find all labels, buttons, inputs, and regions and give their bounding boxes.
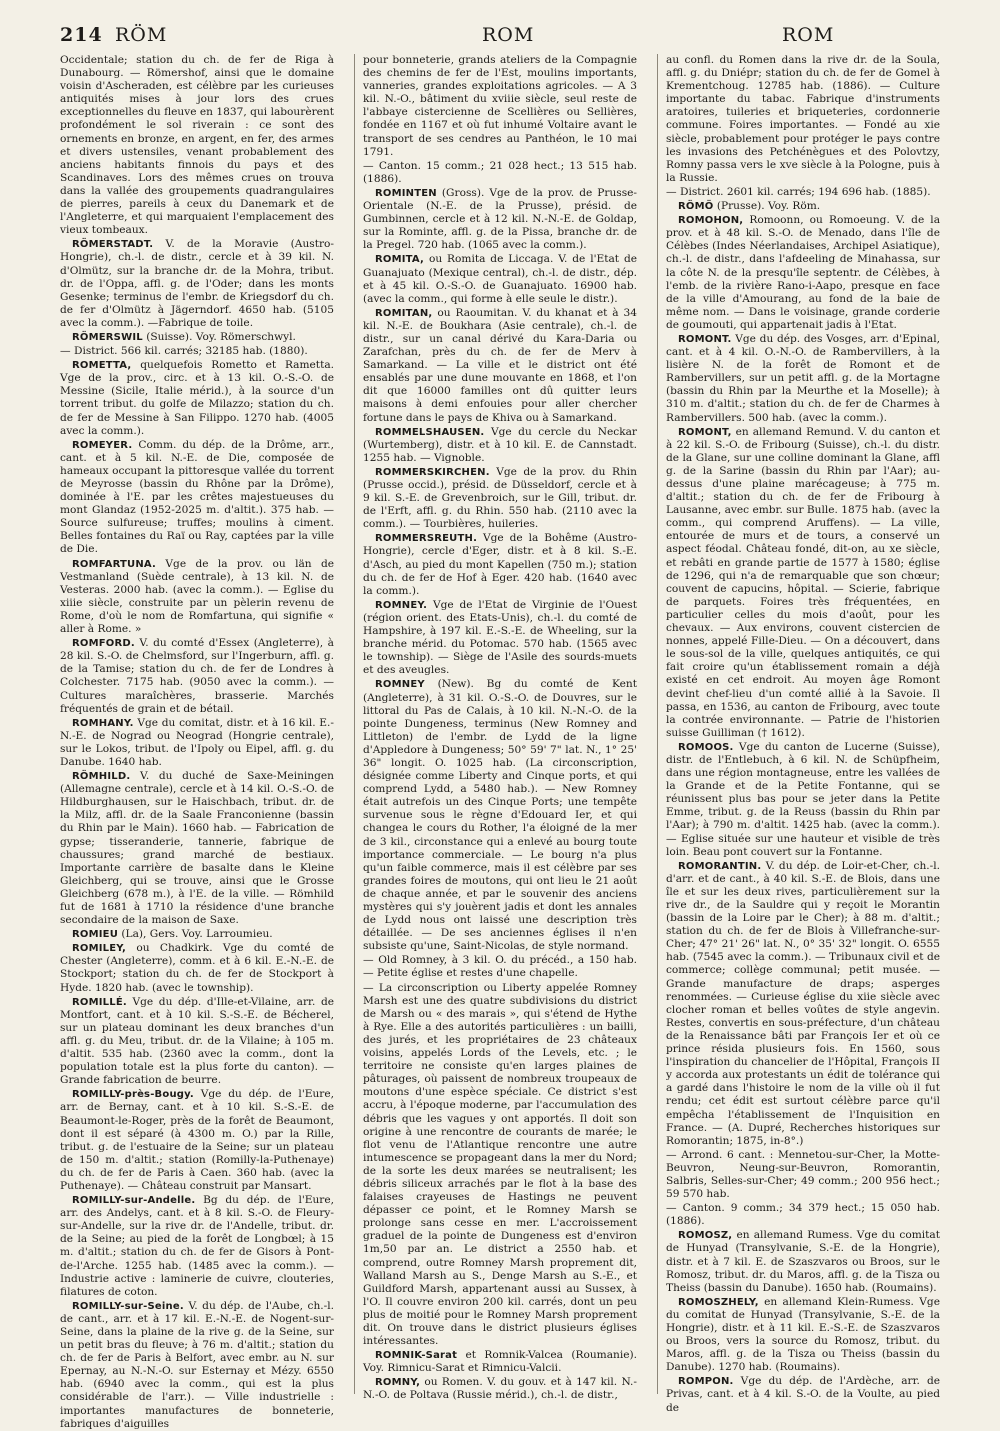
column-right bbox=[657, 54, 941, 1414]
entry-headword: ROMOSZ, bbox=[678, 1230, 733, 1242]
entry-text: Vge de la prov. ou län de Vestmanland (Suède centrale), à 13 kil. N. de Vesteras. 2000 hab. (avec la comm.). — Eglise du xiiie siècle, construite par un pèlerin revenu de Rome, d'où le nom de Romfartuna, qui signifie « aller à Rome. » bbox=[60, 557, 334, 636]
entry-headword: ROMFORD. bbox=[72, 638, 135, 650]
page-number: 214 bbox=[60, 24, 103, 46]
entry-text: — Canton. 15 comm.; 21 028 hect.; 13 515 hab. (1886). bbox=[363, 159, 637, 185]
entry-headword: RÖMERSWIL bbox=[72, 331, 143, 343]
entry-text: quelquefois Rometto et Rametta. Vge de la prov., circ. et à 13 kil. O.-S.-O. de Messine (Sicile, Italie mérid.), à la source d'un torrent tribut. du golfe de Milazzo; station du ch. de fer de Messine à San Filippo. 1270 hab. (4005 avec la comm.). bbox=[60, 359, 335, 437]
entry-text: — District. 566 kil. carrés; 32185 hab. (1880). bbox=[60, 345, 308, 358]
dictionary-entry bbox=[60, 942, 334, 994]
entry-headword: ROMIEU bbox=[72, 929, 119, 941]
entry-text: (Gross). Vge de la prov. de Prusse-Orientale (N.-E. de la Prusse), présid. de Gumbinnen, cercle et à 12 kil. N.-N.-E. de Goldap, sur la Rominte, affl. g. de la Pissa, branche dr. de la Pregel. 720 hab. (1065 avec la comm.). bbox=[363, 186, 637, 252]
entry-text: Vge du dép. de l'Ardèche, arr. de Privas, cant. et à 4 kil. S.-O. de la Voulte, au pied de bbox=[666, 1375, 940, 1414]
entry-text: — District. 2601 kil. carrés; 194 696 hab. (1885). bbox=[666, 185, 931, 198]
dictionary-entry bbox=[363, 253, 637, 305]
dictionary-entry bbox=[363, 187, 637, 252]
dictionary-entry bbox=[666, 186, 940, 199]
dictionary-entry bbox=[666, 1229, 940, 1294]
text-columns bbox=[60, 54, 941, 1430]
entry-text: (Suisse). Voy. Römerschwyl. bbox=[146, 330, 296, 343]
dictionary-entry bbox=[666, 741, 940, 859]
entry-headword: ROMONT. bbox=[678, 333, 732, 345]
entry-text: — Arrond. 6 cant. : Mennetou-sur-Cher, la Motte-Beuvron, Neung-sur-Beuvron, Romorantin, Salbris, Selles-sur-Cher; 49 comm.; 200 956 hect.; 59 570 hab. bbox=[666, 1148, 940, 1201]
entry-text: Vge du dép. de l'Eure, arr. de Bernay, cant. et à 10 kil. S.-S.-E. de Beaumont-le-Roger, près de la forêt de Beaumont, dont il est séparé (à 4300 m. O.) par la Rille, tribut. g. de l'estuaire de la Seine; sur un plateau de 150 m. d'altit.; station (Romilly-la-Puthenaye) du ch. de fer de Paris à Caen. 360 hab. (avec la Puthenaye). — Château construit par Mansart. bbox=[60, 1088, 334, 1192]
entry-headword: ROMILEY, bbox=[72, 943, 127, 955]
dictionary-entry bbox=[60, 770, 334, 927]
dictionary-entry bbox=[666, 1375, 940, 1414]
dictionary-entry bbox=[60, 717, 334, 769]
entry-headword: ROMILLY-près-Bougy. bbox=[72, 1089, 194, 1101]
entry-headword: RÖMHILD. bbox=[72, 771, 131, 783]
entry-headword: ROMMELSHAUSEN. bbox=[375, 426, 485, 438]
entry-text: (New). Bg du comté de Kent (Angleterre), à 31 kil. O.-S.-O. de Douvres, sur le littoral du Pas de Calais, à 10 kil. N.-N.-O. de la pointe Dungeness, terminus (New Romney and Littleton) de l'embr. de Lydd de la ligne d'Appledore à Dungeness; 50° 59' 7" lat. N., 1° 25' 36" longit. O. 1025 hab. (La circonscription, désignée comme Liberty and Cinque ports, et qui comprend Lydd, a 5480 hab.). — New Romney était autrefois un des Cinque Ports; une tempête survenue sous le règne d'Edouard Ier, et qui changea le cours du Rother, l'a éloigné de la mer de 3 kil., circonstance qui a enlevé au bourg toute importance commerciale. — Le bourg n'a plus qu'un faible commerce, mais il est célèbre par ses grandes foires de moutons, qui ont lieu le 21 août de chaque année, et par le souvenir des anciens mystères qui s'y jouèrent jadis et dont les annales de Lydd nous ont laissé une description très détaillée. — De ses anciennes églises il n'en subsiste qu'une, Saint-Nicolas, de style normand. bbox=[363, 678, 637, 953]
dictionary-entry bbox=[60, 1300, 334, 1431]
running-head-right: ROM bbox=[782, 24, 835, 46]
dictionary-entry bbox=[60, 359, 334, 438]
entry-text: — Canton. 9 comm.; 34 379 hect.; 15 050 hab. (1886). bbox=[666, 1202, 940, 1228]
dictionary-entry bbox=[363, 982, 637, 1349]
entry-text: Vge de la Bohême (Austro-Hongrie), cercle d'Eger, distr. et à 8 kil. S.-E. d'Asch, au pied du mont Kapellen (750 m.); station du ch. de fer de Hof à Eger. 420 hab. (1640 avec la comm.). bbox=[363, 532, 637, 597]
entry-headword: ROMNEY bbox=[375, 679, 425, 691]
entry-headword: ROMFARTUNA. bbox=[72, 558, 157, 570]
running-head-left: RÖM bbox=[115, 24, 168, 46]
entry-text: en allemand Remund. V. du canton et à 22 kil. S.-O. de Fribourg (Suisse), ch.-l. du distr. de la Glane, sur une colline dominant la Glane, affl g. de la Sarine (bassin du Rhin par l'Aar); au-dessus d'une plaine marécageuse; à 775 m. d'altit.; station du ch. de fer de Fribourg à Lausanne, avec embr. sur Bulle. 1875 hab. (avec la comm., qui comprend Aruffens). — La ville, entourée de murs et de tours, a conservé un aspect féodal. Château fondé, dit-on, au xe siècle, et rebâti en grande partie de 1577 à 1580; église de 1296, qui n'a de remarquable que son chœur; couvent de capucins, hôpital. — Scierie, fabrique de parquets. Foires très fréquentées, en particulier celles du mois d'août, pour les chevaux. — Aux environs, couvent cistercien de nonnes, appelé Fille-Dieu. — On a découvert, dans le sous-sol de la ville, quelques antiquités, ce qui fait croire qu'un établissement romain a déjà existé en cet endroit. Au moyen âge Romont devint chef-lieu d'un comté allié à la Savoie. Il passa, en 1536, au canton de Fribourg, avec toute la contrée environnante. — Patrie de l'historien suisse Guilliman († 1612). bbox=[666, 425, 940, 739]
dictionary-entry bbox=[666, 1202, 940, 1228]
dictionary-entry bbox=[666, 54, 940, 185]
entry-headword: RÖMÖ bbox=[678, 201, 714, 213]
entry-text: Vge de l'Etat de Virginie de l'Ouest (région orient. des Etats-Unis), ch.-l. du comté de Hampshire, à 197 kil. E.-S.-E. de Wheeling, sur la branche mérid. du Potomac. 570 hab. (1565 avec le township). — Siège de l'Asile des sourds-muets et des aveugles. bbox=[363, 598, 637, 677]
entry-text: ou Romen. V. du gouv. et à 147 kil. N.-N.-O. de Poltava (Russie mérid.), ch.-l. de distr., bbox=[363, 1376, 637, 1402]
entry-text: Vge du dép. d'Ille-et-Vilaine, arr. de Montfort, cant. et à 10 kil. S.-S.-E. de Bécherel, sur un plateau dominant les deux branches d'un affl. g. du Meu, tribut. dr. de la Vilaine; à 105 m. d'altit. 535 hab. (2360 avec la comm., dont la population totale est la plus forte du canton). — Grande fabrication de beurre. bbox=[60, 995, 334, 1087]
entry-text: (La), Gers. Voy. Larroumieu. bbox=[121, 928, 273, 941]
entry-headword: ROMHANY. bbox=[72, 717, 134, 729]
dictionary-entry bbox=[363, 307, 637, 425]
dictionary-entry bbox=[666, 200, 940, 213]
dictionary-entry bbox=[60, 439, 334, 557]
running-head-center: ROM bbox=[482, 24, 535, 46]
dictionary-entry bbox=[60, 345, 334, 358]
dictionary-entry bbox=[60, 996, 334, 1088]
dictionary-entry bbox=[363, 1376, 637, 1402]
dictionary-entry bbox=[60, 54, 334, 237]
dictionary-entry bbox=[666, 860, 940, 1148]
entry-headword: ROMMERSREUTH. bbox=[375, 533, 478, 545]
entry-headword: ROMOSZHELY, bbox=[678, 1296, 759, 1308]
dictionary-entry bbox=[60, 238, 334, 330]
dictionary-entry bbox=[363, 599, 637, 678]
entry-text: V. de la Moravie (Austro-Hongrie), ch.-l. de distr., cercle et à 39 kil. N. d'Olmütz, sur la branche dr. de la Mohra, tribut. dr. de l'Oppa, affl. g. de l'Oder; dans les monts Gesenke; terminus de l'embr. de Kriegsdorf du ch. de fer d'Olmütz à Jägerndorf. 4650 hab. (5105 avec la comm.). —Fabrique de toile. bbox=[60, 238, 334, 329]
entry-text: en allemand Klein-Rumess. Vge du comitat de Hunyad (Transylvanie, S.-E. de la Hongrie), distr. et à 11 kil. E.-S.-E. de Szaszvaros ou Broos, vers la source du Romosz, tribut. du Maros, affl. g. de la Tisza ou Theiss (bassin du Danube). 1270 hab. (Roumains). bbox=[666, 1295, 940, 1374]
dictionary-entry bbox=[666, 1296, 940, 1375]
entry-text: en allemand Rumess. Vge du comitat de Hunyad (Transylvanie, S.-E. de la Hongrie), distr. et à 7 kil. E. de Szaszvaros ou Broos, sur le Romosz, tribut. dr. du Maros, affl. g. de la Tisza ou Theiss (bassin du Danube). 1650 hab. (Roumains). bbox=[666, 1229, 940, 1294]
column-middle bbox=[354, 54, 638, 1402]
entry-text: pour bonneterie, grands ateliers de la Compagnie des chemins de fer de l'Est, moulins importants, vanneries, grandes exploitations agricoles. — A 3 kil. N.-O., bâtiment du xviiie siècle, seul reste de l'abbaye cistercienne de Scellières ou Sellières, fondée en 1167 et où fut inhumé Voltaire avant le transport de ses cendres au Panthéon, le 10 mai 1791. bbox=[363, 54, 637, 158]
entry-headword: ROMITAN, bbox=[375, 307, 433, 319]
dictionary-entry bbox=[60, 928, 334, 941]
dictionary-entry bbox=[60, 331, 334, 344]
entry-text: au confl. du Romen dans la rive dr. de la Soula, affl. g. du Dniépr; station du ch. de fer de Gomel à Krementchoug. 12785 hab. (1886). — Culture importante du tabac. Fabrique d'instruments aratoires, tuileries et briqueteries, cordonnerie commune. Foires importantes. — Fondé au xie siècle, probablement pour protéger le pays contre les invasions des Petchénègues et des Polovtzy, Romny passa vers le xve siècle à la Pologne, puis à la Russie. bbox=[666, 54, 940, 184]
dictionary-entry bbox=[60, 1088, 334, 1193]
entry-headword: ROMETTA, bbox=[72, 360, 132, 372]
entry-text: Romoonn, ou Romoeung. V. de la prov. et à 48 kil. S.-O. de Menado, dans l'île de Célèbes (Indes Néerlandaises, Archipel Asiatique), ch.-l. de distr., dans l'afdeeling de Minahassa, sur la côte N. de la presqu'île septentr. de Célèbes, à l'emb. de la rivière Rano-i-Aapo, presque en face de la ville d'Amourang, au fond de la baie de même nom. — Dans le voisinage, grande corderie de goumouti, qui appartenait jadis à l'Etat. bbox=[666, 214, 941, 331]
entry-text: Vge de la prov. du Rhin (Prusse occid.), présid. de Düsseldorf, cercle et à 9 kil. S.-E. de Grevenbroich, sur le Gill, tribut. dr. de l'Erft, affl. g. du Rhin. 550 hab. (2110 avec la comm.). — Tourbières, huileries. bbox=[363, 465, 637, 531]
entry-headword: ROMORANTIN. bbox=[678, 860, 762, 872]
entry-headword: ROMNY, bbox=[375, 1377, 421, 1389]
entry-headword: ROMNIK-Sarat bbox=[375, 1350, 458, 1362]
dictionary-entry bbox=[363, 466, 637, 531]
entry-text: ou Chadkirk. Vge du comté de Chester (Angleterre), comm. et à 6 kil. E.-N.-E. de Stockport; station du ch. de fer de Stockport à Hyde. 1820 hab. (avec le township). bbox=[60, 942, 334, 994]
entry-headword: ROMMERSKIRCHEN. bbox=[375, 466, 490, 478]
dictionary-entry bbox=[60, 558, 334, 637]
dictionary-entry bbox=[363, 426, 637, 465]
entry-headword: ROMEYER. bbox=[72, 439, 133, 451]
entry-headword: ROMITA, bbox=[375, 254, 425, 266]
column-left bbox=[60, 54, 335, 1430]
dictionary-entry bbox=[363, 954, 637, 980]
entry-text: et Romnik-Valcea (Roumanie). Voy. Rimnicu-Sarat et Rimnicu-Valcii. bbox=[363, 1349, 637, 1375]
entry-headword: ROMOHON, bbox=[678, 215, 744, 227]
entry-headword: ROMILLÉ. bbox=[72, 996, 127, 1008]
dictionary-entry bbox=[363, 1349, 637, 1375]
dictionary-entry bbox=[363, 160, 637, 186]
entry-headword: ROMNEY. bbox=[375, 599, 428, 611]
entry-headword: ROMINTEN bbox=[375, 187, 437, 199]
entry-text: — Old Romney, à 3 kil. O. du précéd., a 150 hab. — Petite église et restes d'une chapelle. bbox=[363, 954, 637, 980]
entry-text: Vge du canton de Lucerne (Suisse), distr. de l'Entlebuch, à 6 kil. N. de Schüpfheim, dans une région montagneuse, entre les vallées de la Grande et de la Petite Fontanne, qui se réunissent plus bas pour se jeter dans la Petite Emme, tribut. g. de la Reuss (bassin du Rhin par l'Aar); à 790 m. d'altit. 1425 hab. (avec la comm.). — Eglise située sur une hauteur et visible de très loin. Beau pont couvert sur la Fontanne. bbox=[666, 740, 941, 858]
entry-text: (Prusse). Voy. Röm. bbox=[716, 200, 821, 213]
dictionary-entry bbox=[363, 678, 637, 953]
entry-text: V. du dép. de Loir-et-Cher, ch.-l. d'arr. et de cant., à 40 kil. S.-E. de Blois, dans une île et sur les deux rives, particulièrement sur la rive dr., de la Sauldre qui y reçoit le Morantin (bassin de la Loire par le Cher); à 88 m. d'altit.; station du ch. de fer de Blois à Villefranche-sur-Cher; 47° 21' 26" lat. N., 0° 35' 32" longit. O. 6555 hab. (7545 avec la comm.). — Tribunaux civil et de commerce; collège communal; petit musée. — Grande manufacture de draps; asperges renommées. — Curieuse église du xiie siècle avec clocher roman et belles voûtes de style angevin. Restes, convertis en sous-préfecture, d'un château de la Renaissance bâti par François Ier et où ce prince résida plusieurs fois. En 1560, sous l'inspiration du chancelier de l'Hôpital, François II y accorda aux protestants un édit de tolérance qui a gardé dans l'histoire le nom de la ville où il fut rendu; cet édit est surtout célèbre parce qu'il empêcha l'établissement de l'Inquisition en France. — (A. Dupré, Recherches historiques sur Romorantin; 1875, in-8°.) bbox=[666, 859, 940, 1147]
entry-headword: ROMONT, bbox=[678, 426, 732, 438]
dictionary-entry bbox=[666, 1149, 940, 1201]
dictionary-entry bbox=[666, 214, 940, 332]
dictionary-entry bbox=[363, 532, 637, 597]
entry-text: V. du dép. de l'Aube, ch.-l. de cant., arr. et à 17 kil. E.-N.-E. de Nogent-sur-Seine, dans la plaine de la rive g. de la Seine, sur un petit bras du fleuve; à 76 m. d'altit.; station du ch. de fer de Paris à Belfort, avec embr. au N. sur Epernay, au N.-N.-O. sur Esternay et Mézy. 6550 hab. (6940 avec la comm., qui est la plus considérable de l'arr.). — Ville industrielle : importantes manufactures de bonneterie, fabriques d'aiguilles bbox=[60, 1299, 334, 1430]
entry-headword: ROMPON. bbox=[678, 1376, 734, 1388]
entry-text: ou Raoumitan. V. du khanat et à 34 kil. N.-E. de Boukhara (Asie centrale), ch.-l. de distr., sur un canal dérivé du Kara-Daria ou Zarafchan, près du ch. de fer de Merv à Samarkand. — La ville et le district ont été ensablés par une dune mouvante en 1868, et l'on dit que 16000 familles ont dû quitter leurs maisons à demi enfouies pour aller chercher fortune dans le pays de Khiva ou à Samarkand. bbox=[363, 306, 637, 424]
dictionary-entry bbox=[60, 1194, 334, 1299]
entry-text: Vge du comitat, distr. et à 16 kil. E.-N.-E. de Nograd ou Neograd (Hongrie centrale), sur le Lokos, tribut. de l'Ipoly ou Eipel, affl. g. du Danube. 1640 hab. bbox=[60, 716, 334, 768]
dictionary-entry bbox=[60, 637, 334, 716]
dictionary-entry bbox=[363, 54, 637, 159]
entry-text: Comm. du dép. de la Drôme, arr., cant. et à 5 kil. N.-E. de Die, composée de hameaux occupant la pittoresque vallée du torrent de Meyrosse (bassin du Rhône par la Drôme), dominée à l'E. par les crêtes majestueuses du mont Glandaz (1952-2025 m. d'altit.). 375 hab. — Source sulfureuse; truffes; moulins à ciment. Belles fontaines du Raï ou Ray, captées par la ville de Die. bbox=[60, 438, 334, 556]
entry-text: V. du comté d'Essex (Angleterre), à 28 kil. S.-O. de Chelmsford, sur l'Ingerburn, affl. g. de la Tamise; station du ch. de fer de Londres à Colchester. 7175 hab. (9050 avec la comm.). — Cultures maraîchères, brasserie. Marchés fréquentés de grain et de bétail. bbox=[60, 637, 334, 715]
entry-text: ou Romita de Liccaga. V. de l'Etat de Guanajuato (Mexique central), ch.-l. de distr., dép. et à 45 kil. O.-S.-O. de Guanajuato. 16900 hab. (avec la comm., qui forme à elle seule le distr.). bbox=[363, 253, 638, 305]
entry-text: Vge du cercle du Neckar (Wurtemberg), distr. et à 10 kil. E. de Cannstadt. 1255 hab. — Vignoble. bbox=[363, 425, 637, 464]
dictionary-entry bbox=[666, 333, 940, 425]
entry-headword: ROMILLY-sur-Seine. bbox=[72, 1300, 184, 1312]
entry-headword: RÖMERSTADT. bbox=[72, 239, 154, 251]
entry-headword: ROMOOS. bbox=[678, 741, 734, 753]
entry-text: Vge du dép. des Vosges, arr. d'Epinal, cant. et à 4 kil. O.-N.-O. de Rambervillers, à la lisière N. de la forêt de Romont et de Rambervillers, sur un petit affl. g. de la Mortagne (bassin du Rhin par la Meurthe et la Moselle); à 310 m. d'altit.; station du ch. de fer de Charmes à Rambervillers. 500 hab. (avec la comm.). bbox=[666, 332, 940, 424]
entry-headword: ROMILLY-sur-Andelle. bbox=[72, 1195, 196, 1207]
entry-text: V. du duché de Saxe-Meiningen (Allemagne centrale), cercle et à 14 kil. O.-S.-O. de Hildburghausen, sur le Haischbach, tribut. dr. de la Milz, affl. dr. de la Saale Franconienne (bassin du Rhin par le Main). 1660 hab. — Fabrication de gypse; tisseranderie, tannerie, fabrique de chaussures; grand marché de bestiaux. Importante carrière de basalte dans le Kleine Gleichberg, qui se trouve, ainsi que le Grosse Gleichberg (678 m.), à l'E. de la ville. — Römhild fut de 1681 à 1710 la résidence d'une branche secondaire de la maison de Saxe. bbox=[60, 770, 334, 927]
entry-text: Bg du dép. de l'Eure, arr. des Andelys, cant. et à 8 kil. S.-O. de Fleury-sur-Andelle, sur la rive dr. de l'Andelle, tribut. dr. de la Seine; au pied de la forêt de Longbœl; à 15 m. d'altit.; station du ch. de fer de Gisors à Pont-de-l'Arche. 1255 hab. (1485 avec la comm.). — Industrie active : laminerie de cuivre, clouteries, filatures de coton. bbox=[60, 1194, 334, 1298]
dictionary-entry bbox=[666, 426, 940, 740]
entry-text: — La circonscription ou Liberty appelée Romney Marsh est une des quatre subdivisions du district de Marsh ou « des marais », qui s'étend de Hythe à Rye. Elle a des autorités particulières : un bailli, des jurés, et les propriétaires de 23 châteaux voisins, appelés Lords of the Levels, etc. ; le territoire ne consiste qu'en larges plaines de pâturages, où paissent de nombreux troupeaux de moutons d'une espèce spéciale. Ce district s'est accru, à l'époque moderne, par l'accumulation des débris que les vagues y ont apportés. Il doit son origine à une rencontre de courants de marée; le flot venu de l'Atlantique rencontre une autre intumescence se propageant dans la mer du Nord; de la sorte les deux marées se neutralisent; les débris siliceux arrachés par le flot à la base des falaises crayeuses de Hastings ne peuvent dépasser ce point, et le Romney Marsh se prolonge sans cesse en mer. L'accroissement graduel de la pointe de Dungeness est d'environ 1m,50 par an. Le district a 2550 hab. et comprend, outre Romney Marsh proprement dit, Walland Marsh au S., Denge Marsh au S.-E., et Guildford Marsh, appartenant aussi au Sussex, à l'O. Il couvre environ 200 kil. carrés, dont un peu plus de moitié pour le Romney Marsh proprement dit. On trouve dans le district plusieurs églises intéressantes. bbox=[363, 981, 637, 1348]
entry-text: Occidentale; station du ch. de fer de Riga à Dunabourg. — Römershof, ainsi que le domaine voisin d'Ascheraden, est célèbre par les curieuses antiquités mises à jour lors des crues exceptionnelles du fleuve en 1837, qui labourèrent profondément le sol riverain : ce sont des ornements en bronze, en argent, en fer, des armes et divers ustensiles, venant probablement des anciens habitants finnois du pays et des Scandinaves. Lors des mêmes crues on trouva dans la vallée des groupements quadrangulaires de pierres, pareils à ceux du Danemark et de l'Angleterre, et qui marquaient l'emplacement des vieux tombeaux. bbox=[60, 54, 334, 237]
